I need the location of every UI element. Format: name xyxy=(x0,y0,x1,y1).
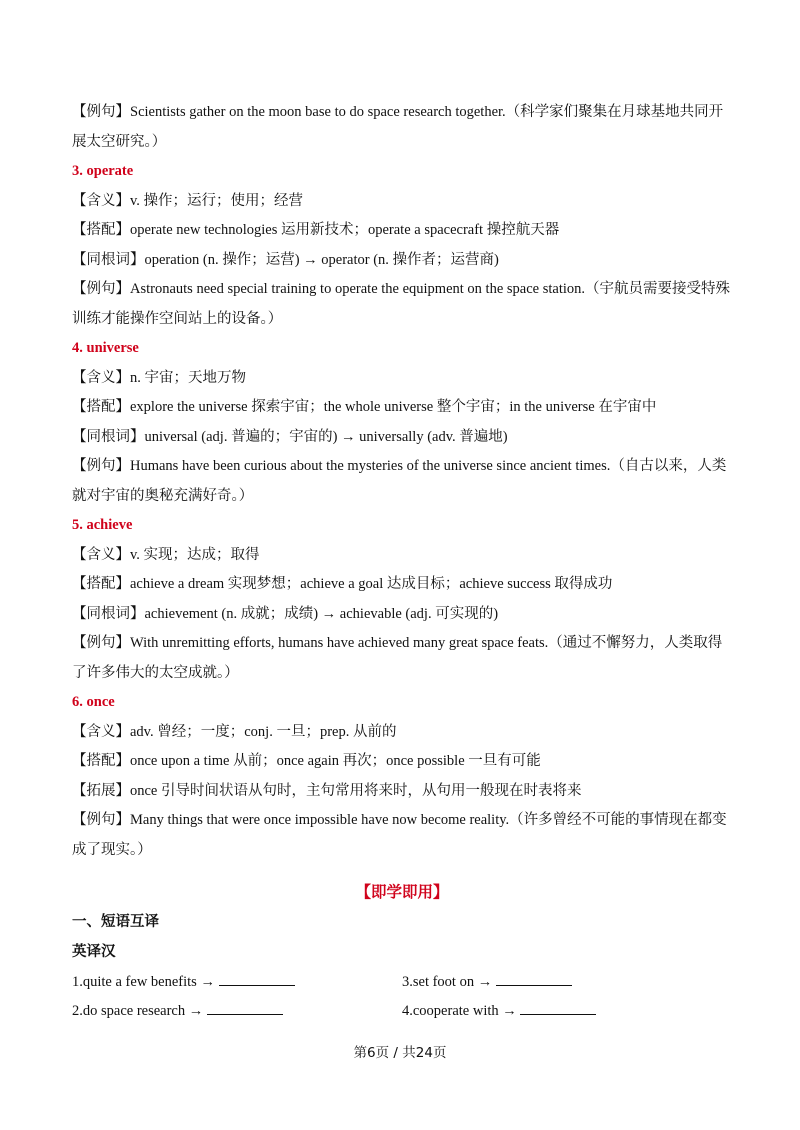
answer-blank[interactable] xyxy=(520,1000,596,1015)
exercise-row xyxy=(72,968,732,998)
subsection-heading: 一、短语互译 xyxy=(72,913,159,930)
entry-line: 【含义】adv. 曾经；一度；conj. 一旦；prep. 从前的 xyxy=(72,723,397,740)
vocabulary-content xyxy=(72,98,732,865)
section-title: 【即学即用】 xyxy=(355,884,449,901)
entry-line: 【例句】Scientists gather on the moon base to do space research together.（科学家们聚集在月球基地共同开展太空研究。） xyxy=(72,104,724,150)
entry-line: 【例句】Astronauts need special training to operate the equipment on the space station.（宇航员需要接受特殊训练才能操作空间站上的设备。） xyxy=(72,281,730,327)
word-heading: 6. once xyxy=(72,694,115,710)
exercise-item xyxy=(402,997,732,1027)
entry-line: 【搭配】achieve a dream 实现梦想；achieve a goal 达成目标；achieve success 取得成功 xyxy=(72,576,613,592)
exercise-row xyxy=(72,997,732,1027)
exercise-prompt: 2.do space research → xyxy=(72,1003,204,1019)
word-heading: 3. operate xyxy=(72,163,134,179)
entry-line: 【含义】n. 宇宙；天地万物 xyxy=(72,369,246,386)
entry-line: 【例句】Humans have been curious about the mysteries of the universe since ancient times.（自古以来，人类就对宇宙的奥秘充满好奇。） xyxy=(72,458,727,504)
exercise-prompt: 3.set foot on → xyxy=(402,973,493,990)
document-page xyxy=(72,98,732,1027)
answer-blank[interactable] xyxy=(496,971,572,986)
exercise-item xyxy=(72,968,402,998)
exercise-prompt: 4.cooperate with → xyxy=(402,1003,517,1019)
entry-line: 【例句】Many things that were once impossible have now become reality.（许多曾经不可能的事情现在都变成了现实。） xyxy=(72,812,727,858)
subsubsection-heading: 英译汉 xyxy=(72,944,116,960)
answer-blank[interactable] xyxy=(207,1000,283,1015)
word-heading: 4. universe xyxy=(72,340,139,356)
entry-line: 【搭配】once upon a time 从前；once again 再次；once possible 一旦有可能 xyxy=(72,753,541,769)
entry-line: 【含义】v. 实现；达成；取得 xyxy=(72,546,260,563)
page-footer: 第6页 / 共24页 xyxy=(353,1045,447,1061)
entry-line: 【同根词】achievement (n. 成就；成绩) → achievable (adj. 可实现的) xyxy=(72,605,499,622)
exercise-item xyxy=(402,968,732,998)
entry-line: 【搭配】explore the universe 探索宇宙；the whole universe 整个宇宙；in the universe 在宇宙中 xyxy=(72,399,657,415)
exercise-prompt: 1.quite a few benefits → xyxy=(72,973,215,990)
entry-line: 【同根词】operation (n. 操作；运营) → operator (n. 操作者；运营商) xyxy=(72,251,499,268)
entry-line: 【拓展】once 引导时间状语从句时，主句常用将来时，从句用一般现在时表将来 xyxy=(72,782,582,799)
entry-line: 【例句】With unremitting efforts, humans have achieved many great space feats.（通过不懈努力，人类取得了许多伟大的太空成就。） xyxy=(72,635,723,681)
word-heading: 5. achieve xyxy=(72,517,133,533)
entry-line: 【同根词】universal (adj. 普遍的；宇宙的) → universally (adv. 普遍地) xyxy=(72,428,508,445)
entry-line: 【含义】v. 操作；运行；使用；经营 xyxy=(72,192,304,209)
entry-line: 【搭配】operate new technologies 运用新技术；operate a spacecraft 操控航天器 xyxy=(72,222,560,238)
answer-blank[interactable] xyxy=(219,971,295,986)
exercise-item xyxy=(72,997,402,1027)
